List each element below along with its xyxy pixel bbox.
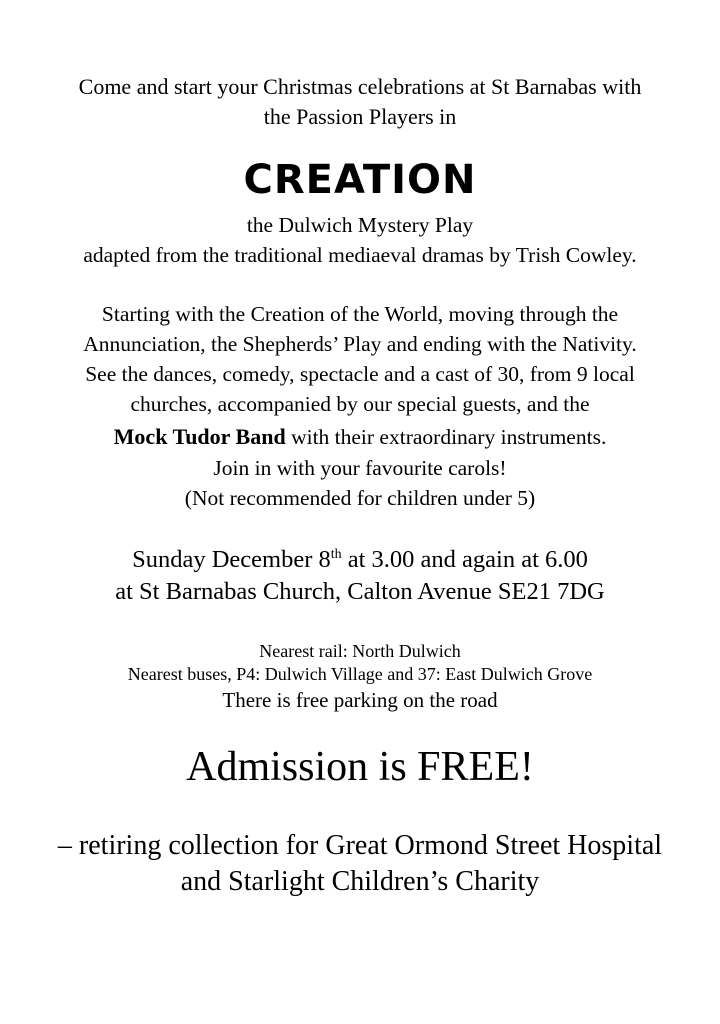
date-ordinal: th	[330, 546, 342, 562]
band-description: with their extraordinary instruments.	[285, 425, 607, 449]
collection-line-1: – retiring collection for Great Ormond Street Hospital	[57, 830, 663, 861]
description-line-2: Annunciation, the Shepherds’ Play and ending with the Nativity.	[83, 332, 637, 356]
nearest-buses: Nearest buses, P4: Dulwich Village and 37: East Dulwich Grove	[127, 664, 593, 684]
parking-info: There is free parking on the road	[222, 688, 498, 712]
intro-line-1: Come and start your Christmas celebrations at St Barnabas with	[78, 74, 642, 99]
adaptation-credit: adapted from the traditional mediaeval dramas by Trish Cowley.	[83, 243, 637, 267]
intro-line-2: the Passion Players in	[263, 104, 457, 129]
band-line	[0, 424, 720, 450]
date-prefix: Sunday December 8	[132, 546, 331, 573]
event-venue: at St Barnabas Church, Calton Avenue SE21 7DG	[115, 578, 605, 605]
description-line-1: Starting with the Creation of the World, moving through the	[101, 302, 619, 326]
event-date	[0, 546, 720, 574]
nearest-rail: Nearest rail: North Dulwich	[259, 641, 461, 661]
event-subtitle: the Dulwich Mystery Play	[246, 213, 474, 237]
age-note: (Not recommended for children under 5)	[184, 486, 536, 510]
carols-line: Join in with your favourite carols!	[213, 456, 507, 480]
event-title: CREATION	[243, 157, 477, 203]
date-times: at 3.00 and again at 6.00	[341, 546, 588, 573]
description-line-4: churches, accompanied by our special guests, and the	[130, 392, 590, 416]
collection-line-2: and Starlight Children’s Charity	[180, 866, 540, 897]
description-line-3: See the dances, comedy, spectacle and a cast of 30, from 9 local	[85, 362, 635, 386]
admission-heading: Admission is FREE!	[186, 744, 534, 790]
band-name: Mock Tudor Band	[113, 424, 286, 449]
